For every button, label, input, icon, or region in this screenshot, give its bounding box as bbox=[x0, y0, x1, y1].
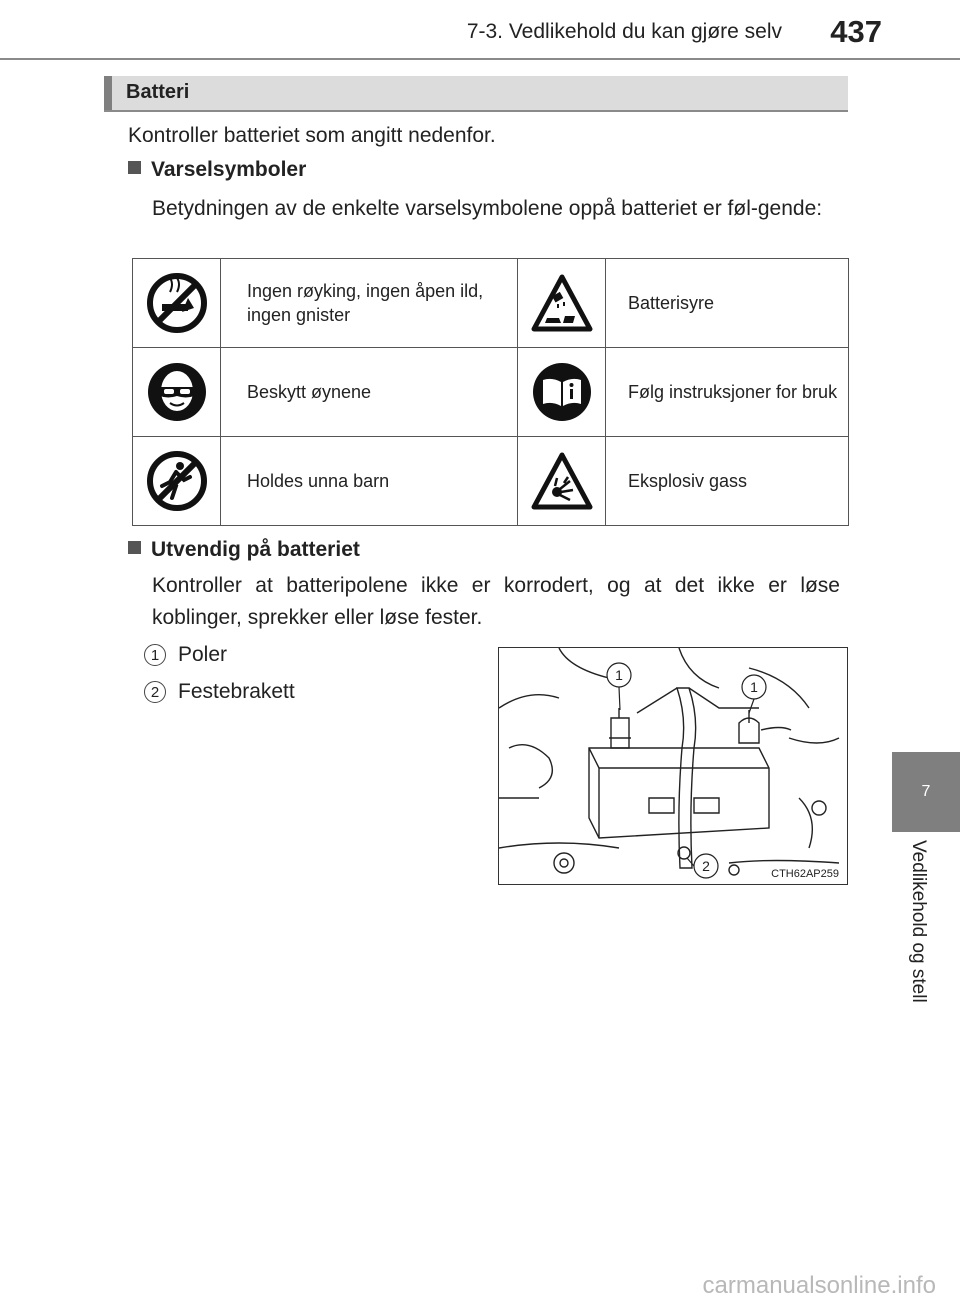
battery-acid-icon bbox=[531, 274, 593, 332]
section-title: Batteri bbox=[126, 81, 190, 103]
illustration-code: CTH62AP259 bbox=[771, 868, 839, 880]
page-number: 437 bbox=[830, 14, 882, 49]
callout-number: 2 bbox=[144, 681, 166, 703]
battery-illustration bbox=[498, 647, 848, 885]
exterior-text: Kontroller at batteripolene ikke er korrodert, og at det ikke er løse koblinger, sprekker eller løse fester. bbox=[152, 574, 840, 629]
keep-away-children-icon bbox=[146, 450, 208, 512]
chapter-tab bbox=[892, 752, 960, 832]
legend-label: Poler bbox=[178, 643, 228, 666]
chapter-number: 7 bbox=[921, 783, 931, 800]
eye-protection-icon bbox=[146, 361, 208, 423]
section-heading-bar bbox=[104, 76, 848, 112]
intro-text: Kontroller batteriet som angitt nedenfor. bbox=[128, 124, 496, 147]
symbol-label: Ingen røyking, ingen åpen ild, ingen gnister bbox=[221, 259, 518, 348]
table-row bbox=[133, 259, 849, 348]
svg-text:1: 1 bbox=[750, 679, 758, 695]
table-row bbox=[133, 348, 849, 437]
header-rule bbox=[0, 58, 960, 60]
square-bullet-icon bbox=[128, 541, 141, 554]
no-smoking-icon bbox=[146, 272, 208, 334]
warning-symbols-text: Betydningen av de enkelte varselsymbolene oppå batteriet er føl-gende: bbox=[152, 197, 823, 220]
legend-item bbox=[144, 643, 227, 667]
table-row bbox=[133, 437, 849, 526]
read-instructions-icon bbox=[531, 361, 593, 423]
warning-symbol-table bbox=[132, 258, 849, 526]
chapter-title-vertical: Vedlikehold og stell bbox=[908, 840, 929, 1003]
footer-watermark: carmanualsonline.info bbox=[702, 1272, 936, 1299]
running-header-section: 7-3. Vedlikehold du kan gjøre selv bbox=[466, 20, 782, 43]
subheading-exterior: Utvendig på batteriet bbox=[128, 538, 360, 562]
legend-label: Festebrakett bbox=[178, 680, 295, 703]
square-bullet-icon bbox=[128, 161, 141, 174]
engine-bay-drawing bbox=[499, 648, 848, 885]
svg-text:2: 2 bbox=[702, 858, 710, 874]
symbol-label: Holdes unna barn bbox=[221, 437, 518, 526]
explosive-gas-icon bbox=[531, 452, 593, 510]
callout-number: 1 bbox=[144, 644, 166, 666]
section-heading-marker bbox=[104, 76, 112, 110]
subheading-warning-symbols: Varselsymboler bbox=[128, 158, 306, 182]
symbol-label: Batterisyre bbox=[606, 259, 849, 348]
symbol-label: Eksplosiv gass bbox=[606, 437, 849, 526]
svg-text:1: 1 bbox=[615, 667, 623, 683]
legend-item bbox=[144, 680, 295, 704]
symbol-label: Følg instruksjoner for bruk bbox=[606, 348, 849, 437]
symbol-label: Beskytt øynene bbox=[221, 348, 518, 437]
